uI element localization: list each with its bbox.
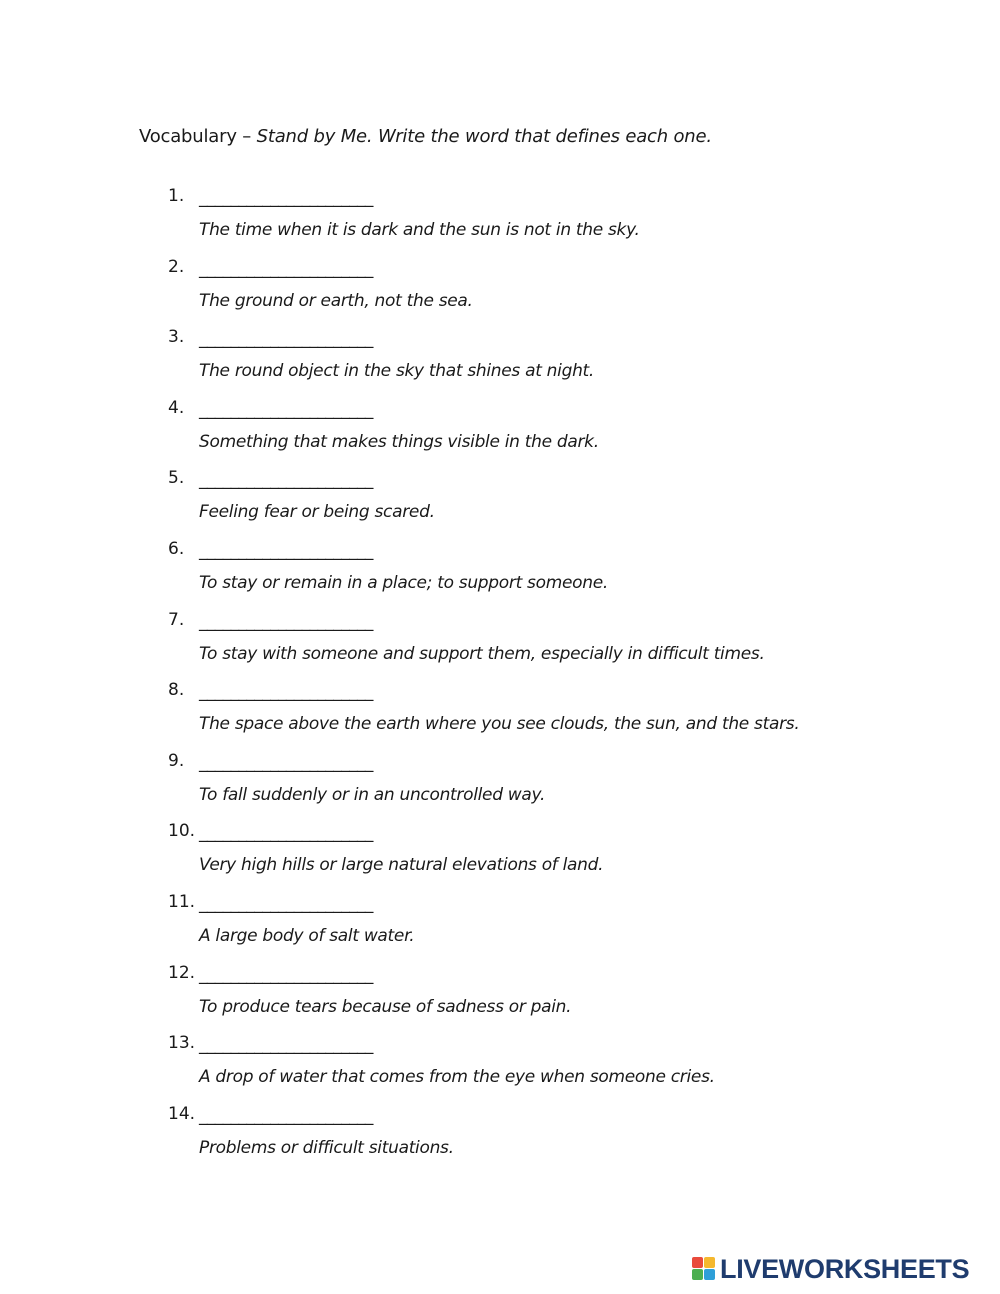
answer-blank[interactable]: ______________________ [199, 823, 373, 844]
item-number: 10. [168, 821, 196, 842]
answer-blank[interactable]: ______________________ [199, 752, 373, 773]
answer-blank[interactable]: ______________________ [199, 611, 373, 632]
item-number: 4. [168, 397, 185, 418]
item-definition: The ground or earth, not the sea. [199, 290, 473, 311]
item-number: 5. [168, 468, 185, 489]
liveworksheets-brand [692, 1254, 969, 1284]
item-definition: The round object in the sky that shines at night. [199, 361, 595, 382]
item-definition: Something that makes things visible in the dark. [199, 431, 599, 452]
answer-blank[interactable]: ______________________ [199, 964, 373, 985]
item-number: 12. [168, 962, 196, 983]
item-number: 6. [168, 539, 185, 559]
answer-blank[interactable]: ______________________ [199, 1105, 373, 1126]
answer-blank[interactable]: ______________________ [199, 894, 373, 914]
worksheet-title [139, 126, 712, 147]
logo-square [692, 1269, 703, 1280]
item-number: 13. [168, 1033, 196, 1054]
answer-blank[interactable]: ______________________ [199, 470, 373, 491]
answer-blank[interactable]: ______________________ [199, 1035, 373, 1056]
item-definition: To stay with someone and support them, especially in difficult times. [199, 643, 765, 664]
item-number: 8. [168, 680, 185, 701]
item-number: 9. [168, 750, 185, 771]
logo-square [692, 1257, 703, 1268]
answer-blank[interactable]: ______________________ [199, 682, 373, 703]
logo-square [704, 1269, 715, 1280]
item-definition: To produce tears because of sadness or pain. [199, 996, 572, 1017]
item-definition: The space above the earth where you see clouds, the sun, and the stars. [199, 714, 800, 735]
item-definition: A large body of salt water. [199, 926, 415, 946]
title-instruction: Stand by Me. Write the word that defines each one. [256, 126, 712, 147]
item-number: 3. [168, 327, 185, 348]
item-number: 11. [168, 892, 196, 912]
answer-blank[interactable]: ______________________ [199, 399, 373, 420]
item-number: 1. [168, 186, 185, 206]
item-number: 14. [168, 1103, 196, 1124]
logo-square [704, 1257, 715, 1268]
item-number: 7. [168, 609, 185, 630]
item-definition: To stay or remain in a place; to support someone. [199, 573, 608, 593]
item-number: 2. [168, 256, 185, 277]
item-definition: A drop of water that comes from the eye when someone cries. [199, 1067, 715, 1088]
item-definition: Problems or difficult situations. [199, 1137, 454, 1158]
item-definition: Feeling fear or being scared. [199, 502, 435, 523]
answer-blank[interactable]: ______________________ [199, 541, 373, 561]
item-definition: The time when it is dark and the sun is not in the sky. [199, 220, 640, 240]
item-definition: Very high hills or large natural elevations of land. [199, 855, 604, 876]
brand-name: LIVEWORKSHEETS [720, 1253, 970, 1284]
title-prefix: Vocabulary – [139, 126, 257, 147]
item-definition: To fall suddenly or in an uncontrolled way. [199, 784, 546, 805]
answer-blank[interactable]: ______________________ [199, 188, 373, 208]
liveworksheets-logo-icon [692, 1257, 716, 1281]
answer-blank[interactable]: ______________________ [199, 329, 373, 350]
answer-blank[interactable]: ______________________ [199, 258, 373, 279]
